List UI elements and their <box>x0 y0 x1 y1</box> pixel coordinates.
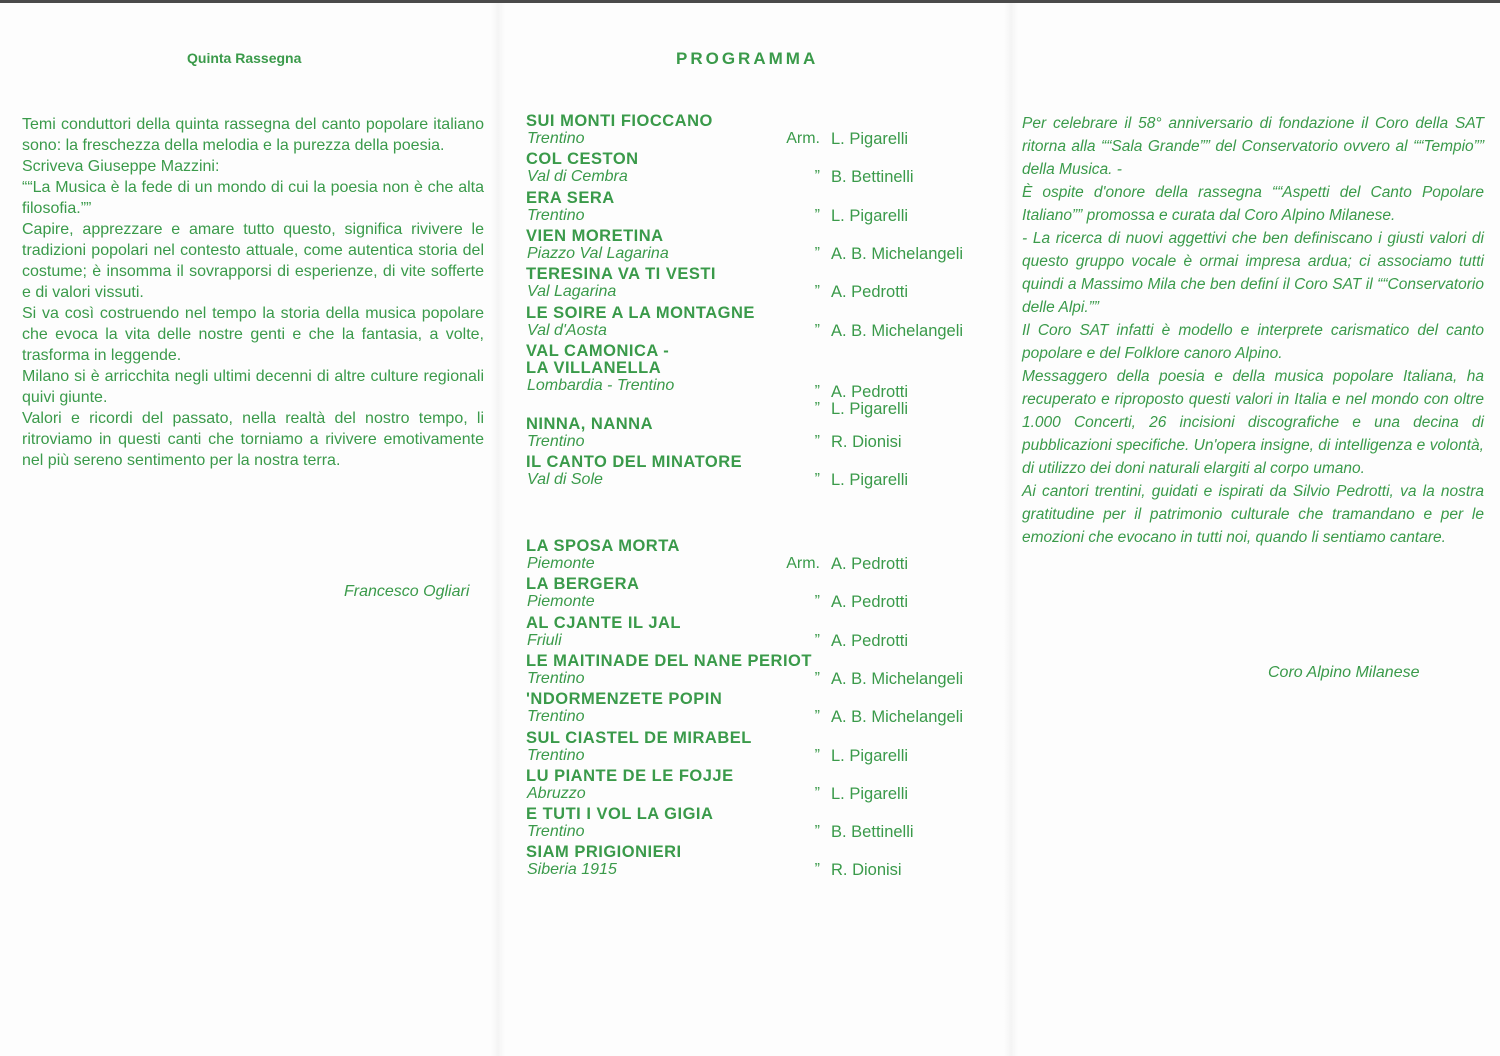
song-region: Trentino <box>527 746 585 764</box>
song-region: Trentino <box>527 708 585 726</box>
paragraph: Si va così costruendo nel tempo la storia della musica popolare che evoca la vita delle nostre genti e che la fantasia, a volte, trasforma in leggende. <box>22 305 484 364</box>
right-panel-body <box>1022 112 1484 549</box>
song-region: Val d'Aosta <box>527 321 607 339</box>
song-title: LE MAITINADE DEL NANE PERIOT <box>526 651 812 670</box>
program-item <box>526 227 996 265</box>
song-title: ERA SERA <box>526 188 615 207</box>
left-panel-body <box>22 114 484 471</box>
paragraph: È ospite d'onore della rassegna ““Aspetti del Canto Popolare Italiano”” promossa e curata dal Coro Alpino Milanese. <box>1022 184 1484 224</box>
arranger-name: A. B. Michelangeli <box>831 669 964 688</box>
arranger-mark: ” <box>814 471 820 489</box>
arranger-mark: ” <box>814 631 820 649</box>
song-region: Val Lagarina <box>527 283 617 301</box>
arranger-mark: ” <box>814 593 820 611</box>
song-title: VAL CAMONICA - <box>526 341 670 360</box>
song-title: 'NDORMENZETE POPIN <box>526 690 723 709</box>
song-region: Val di Cembra <box>527 168 628 186</box>
paragraph: - La ricerca di nuovi aggettivi che ben definiscano i giusti valori di questo gruppo vocale è ormai impresa ardua; ci associamo tutti quindi a Massimo Mila che ben definí il Coro SAT il ““Conservatorio delle Alpi.”” <box>1022 230 1484 316</box>
song-title: NINNA, NANNA <box>526 414 653 433</box>
song-title: AL CJANTE IL JAL <box>526 613 681 632</box>
arranger-mark: ” <box>814 168 820 186</box>
program-item <box>526 575 996 613</box>
arranger-name: L. Pigarelli <box>831 206 909 225</box>
arranger-name: A. Pedrotti <box>831 283 909 302</box>
song-title: TERESINA VA TI VESTI <box>526 265 716 284</box>
arranger-name: B. Bettinelli <box>831 168 914 187</box>
arranger-name: L. Pigarelli <box>831 471 909 490</box>
arranger-name: L. Pigarelli <box>831 399 909 418</box>
program-item <box>526 652 996 690</box>
song-region: Piazzo Val Lagarina <box>527 244 669 262</box>
song-region: Trentino <box>527 432 585 450</box>
quote: ““La Musica è la fede di un mondo di cui la poesia non è che alta filosofia.”” <box>22 179 484 217</box>
arranger-name: L. Pigarelli <box>831 130 909 148</box>
song-title: E TUTI I VOL LA GIGIA <box>526 805 714 824</box>
arranger-mark: ” <box>814 382 820 400</box>
paragraph: Messaggero della poesia e della musica popolare Italiana, ha recuperato e riproposto questi valori in Italia e nel mondo con oltre 1.000 Concerti, 26 incisioni discografiche e una decina di pubblicazioni specifiche. Un'opera insigne, di intelligenza e volontà, di utilizzo dei doni naturali elargiti al corpo umano. <box>1022 368 1484 477</box>
song-region: Trentino <box>527 669 585 687</box>
arranger-name: R. Dionisi <box>831 861 902 880</box>
arranger-name: A. Pedrotti <box>831 593 909 612</box>
arranger-name: R. Dionisi <box>831 432 902 451</box>
fold-line-right <box>1004 3 1018 1056</box>
program-item <box>526 843 996 881</box>
arranger-mark: ” <box>814 823 820 841</box>
song-region: Abruzzo <box>527 784 586 802</box>
paragraph: Ai cantori trentini, guidati e ispirati da Silvio Pedrotti, va la nostra gratitudine per il patrimonio culturale che tramandano e per le emozioni che evocano in tutti noi, quando li sentiamo cantare. <box>1022 483 1484 546</box>
song-title: VIEN MORETINA <box>526 226 664 245</box>
program-item <box>526 112 996 150</box>
song-region: Siberia 1915 <box>527 861 617 879</box>
song-region: Piemonte <box>527 555 595 572</box>
song-title: LE SOIRE A LA MONTAGNE <box>526 303 755 322</box>
song-title: LA SPOSA MORTA <box>526 537 680 555</box>
arranger-name: A. B. Michelangeli <box>831 708 964 727</box>
arranger-mark: Arm. <box>786 130 820 147</box>
arranger-name: L. Pigarelli <box>831 746 909 765</box>
right-signature: Coro Alpino Milanese <box>1268 664 1420 681</box>
song-title: SUI MONTI FIOCCANO <box>526 112 713 130</box>
program-item <box>526 304 996 342</box>
fold-line-left <box>491 3 505 1056</box>
arranger-name: A. B. Michelangeli <box>831 244 964 263</box>
arranger-mark: ” <box>814 206 820 224</box>
song-title-line2: LA VILLANELLA <box>526 358 662 377</box>
arranger-mark: ” <box>814 283 820 301</box>
arranger-mark: ” <box>814 321 820 339</box>
program-item <box>526 614 996 652</box>
paragraph: Milano si è arricchita negli ultimi decenni di altre culture regionali quivi giunte. <box>22 368 484 406</box>
song-region: Piemonte <box>527 593 595 611</box>
arranger-name: B. Bettinelli <box>831 823 914 842</box>
arranger-name: A. Pedrotti <box>831 382 909 401</box>
arranger-name: A. Pedrotti <box>831 555 909 573</box>
arranger-mark: ” <box>814 708 820 726</box>
program-item <box>526 690 996 728</box>
song-title: SIAM PRIGIONIERI <box>526 843 682 862</box>
arranger-name: A. Pedrotti <box>831 631 909 650</box>
program-item <box>526 189 996 227</box>
program-item <box>526 453 996 491</box>
program-item <box>526 729 996 767</box>
paragraph: Capire, apprezzare e amare tutto questo, significa rivivere le tradizioni popolari nel contesto attuale, come autentica storia del costume; è insomma il sovrapporsi di esperienze, di vite sofferte e di valori vissuti. <box>22 221 484 301</box>
arranger-mark: ” <box>814 399 820 417</box>
top-border <box>0 0 1500 3</box>
arranger-mark: ” <box>814 432 820 450</box>
arranger-mark: ” <box>814 861 820 879</box>
song-region: Trentino <box>527 206 585 224</box>
arranger-mark: ” <box>814 746 820 764</box>
song-region: Lombardia - Trentino <box>527 376 675 394</box>
arranger-name: A. B. Michelangeli <box>831 321 964 340</box>
paragraph: Per celebrare il 58° anniversario di fondazione il Coro della SAT ritorna alla ““Sala Grande”” del Conservatorio ovvero al ““Tempio”” della Musica. - <box>1022 115 1484 178</box>
arranger-mark: ” <box>814 784 820 802</box>
paragraph: Scriveva Giuseppe Mazzini: <box>22 158 220 175</box>
program-item <box>526 265 996 303</box>
program-item <box>526 150 996 188</box>
song-title: COL CESTON <box>526 150 639 169</box>
song-title: LA BERGERA <box>526 575 640 594</box>
arranger-mark: ” <box>814 669 820 687</box>
paragraph: Temi conduttori della quinta rassegna del canto popolare italiano sono: la freschezza della melodia e la purezza della poesia. <box>22 116 484 154</box>
programma-heading: PROGRAMMA <box>676 49 819 68</box>
program-item <box>526 805 996 843</box>
left-panel-heading: Quinta Rassegna <box>187 50 302 66</box>
program-item <box>526 537 996 575</box>
program-item <box>526 341 996 418</box>
paragraph: Valori e ricordi del passato, nella realtà del nostro tempo, li ritroviamo in questi canti che torniamo a rivivere emotivamente nel più sereno sentimento per la nostra terra. <box>22 410 484 469</box>
program-item <box>526 415 996 453</box>
song-title: SUL CIASTEL DE MIRABEL <box>526 728 752 747</box>
song-region: Friuli <box>527 631 562 649</box>
arranger-mark: Arm. <box>786 555 820 572</box>
program-item <box>526 767 996 805</box>
left-signature: Francesco Ogliari <box>344 583 470 600</box>
arranger-mark: ” <box>814 244 820 262</box>
song-title: LU PIANTE DE LE FOJJE <box>526 766 734 785</box>
song-title: IL CANTO DEL MINATORE <box>526 453 743 472</box>
song-region: Trentino <box>527 823 585 841</box>
arranger-name: L. Pigarelli <box>831 784 909 803</box>
song-region: Val di Sole <box>527 471 603 489</box>
paragraph: Il Coro SAT infatti è modello e interprete carismatico del canto popolare e del Folklore canoro Alpino. <box>1022 322 1484 362</box>
song-region: Trentino <box>527 130 585 147</box>
